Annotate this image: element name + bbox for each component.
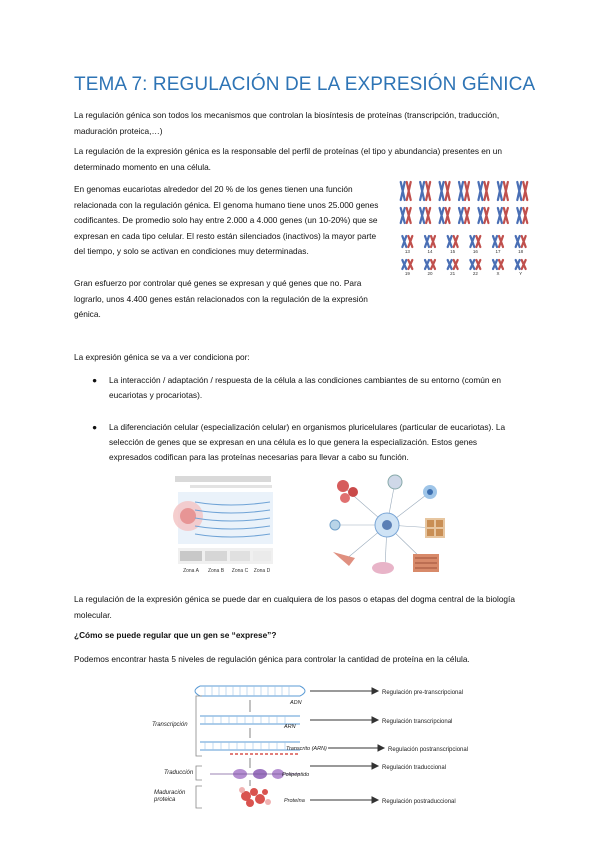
chromosome	[516, 260, 520, 269]
list-item-text: La interacción / adaptación / respuesta de la célula a las condiciones cambiantes de su entorno (común en eucariotas y procariotas).	[109, 375, 502, 400]
chromosome	[425, 260, 429, 269]
chromosome	[431, 260, 435, 269]
chromosome	[498, 182, 502, 200]
list-item	[92, 373, 512, 403]
chromosome	[478, 208, 482, 223]
chromosome	[523, 182, 527, 200]
genome-paragraph: En genomas eucariotas alrededor del 20 % de los genes tienen una función relacionada con la regulación génica. El genoma humano tiene unos 25.000 genes codificantes. De promedio solo hay entre 2.000 a 4.000 genes (un 10-20%) que se expresan en cada tipo celular. El resto están silenciados (inactivos) la mayor parte del tiempo, y solo se activan en condiciones muy determinadas.	[74, 184, 379, 256]
morphogen-gradient-figure	[170, 472, 280, 582]
chromosome	[504, 208, 508, 223]
levels-labels	[152, 690, 468, 805]
molecule-label: Transcrito (ARN)	[286, 746, 327, 752]
chromosome	[498, 208, 502, 223]
process-label: proteica	[154, 797, 176, 803]
regulation-question: ¿Cómo se puede regular que un gen se “exprese”?	[74, 630, 277, 640]
chromosome	[484, 208, 488, 223]
chromosome	[440, 208, 444, 223]
bullet-icon: ●	[92, 422, 98, 432]
chromosome	[426, 208, 430, 223]
conditions-list	[92, 373, 512, 465]
chromosome	[522, 236, 526, 247]
chromosome	[402, 260, 406, 269]
chromosome	[470, 236, 474, 247]
chromosome	[448, 260, 452, 269]
chromosome	[499, 260, 503, 269]
zone-label: Zona C	[231, 568, 249, 574]
chromosome	[517, 182, 521, 200]
chromosome	[440, 182, 444, 200]
karyotype-label: X	[496, 271, 500, 276]
molecule-label: Polipéptido	[282, 772, 310, 778]
process-label: Transcripción	[152, 722, 188, 728]
chromosome	[426, 182, 430, 200]
regulation-level-label: Regulación transcripcional	[382, 719, 453, 725]
karyotype-labels	[405, 249, 524, 276]
chromosome	[493, 236, 497, 247]
cell-differentiation-figure	[325, 470, 450, 580]
protein-profile-paragraph: La regulación de la expresión génica es la responsable del perfil de proteínas (el tipo y abundancia) presentes en un determinado momento en una célula.	[74, 146, 503, 172]
molecule-label: Proteína	[284, 798, 305, 804]
chromosome	[478, 182, 482, 200]
chromosome	[517, 208, 521, 223]
process-label: Maduración	[154, 790, 186, 796]
chromosome	[420, 208, 424, 223]
karyotype-label: 18	[518, 249, 524, 254]
karyotype-chromosomes	[401, 182, 528, 269]
chromosome	[407, 208, 411, 223]
chromosome	[448, 236, 452, 247]
chromosome	[465, 182, 469, 200]
intro-paragraph: La regulación génica son todos los mecanismos que controlan la biosíntesis de proteínas (transcripción, traducción, maduración proteica,…)	[74, 110, 500, 136]
karyotype-label: 16	[472, 249, 478, 254]
regulation-level-label: Regulación pre-transcripcional	[382, 690, 464, 696]
chromosome	[446, 208, 450, 223]
karyotype-label: 15	[450, 249, 456, 254]
karyotype-label: 14	[427, 249, 433, 254]
chromosome	[522, 260, 526, 269]
chromosome	[401, 208, 405, 223]
karyotype-label: Y	[519, 271, 523, 276]
chromosome	[408, 236, 412, 247]
molecule-label: ARN	[284, 724, 296, 730]
chromosome	[425, 236, 429, 247]
zone-labels	[183, 568, 271, 574]
regulation-level-label: Regulación traduccional	[382, 765, 447, 771]
karyotype-figure	[392, 178, 532, 288]
regulation-level-label: Regulación postraduccional	[382, 799, 456, 805]
regulation-level-label: Regulación postranscripcional	[388, 747, 469, 753]
conditions-intro: La expresión génica se va a ver condiciona por:	[74, 352, 250, 362]
chromosome	[484, 182, 488, 200]
chromosome	[446, 182, 450, 200]
chromosome	[459, 208, 463, 223]
chromosome	[407, 182, 411, 200]
list-item-text: La diferenciación celular (especialización celular) en organismos pluricelulares (particular de eucariotas). La selección de genes que se expresan en una célula es lo que genera la especialización. Estos genes expresados codifican para las proteínas necesarias para llevar a cabo su función.	[109, 422, 506, 462]
karyotype-label: 20	[427, 271, 433, 276]
page-title: TEMA 7: REGULACIÓN DE LA EXPRESIÓN GÉNICA	[74, 74, 536, 95]
karyotype-label: 21	[450, 271, 456, 276]
chromosome	[465, 208, 469, 223]
chromosome	[523, 208, 527, 223]
zone-label: Zona B	[207, 568, 225, 574]
list-item	[92, 420, 512, 465]
chromosome	[431, 236, 435, 247]
chromosome	[402, 236, 406, 247]
karyotype-label: 13	[404, 249, 410, 254]
chromosome	[459, 182, 463, 200]
zone-label: Zona A	[183, 568, 199, 574]
process-label: Traducción	[164, 770, 194, 776]
karyotype-label: 22	[472, 271, 478, 276]
bullet-icon: ●	[92, 375, 98, 385]
chromosome	[470, 260, 474, 269]
chromosome	[504, 182, 508, 200]
levels-paragraph: Podemos encontrar hasta 5 niveles de regulación génica para controlar la cantidad de proteína en la célula.	[74, 654, 470, 664]
chromosome	[454, 236, 458, 247]
chromosome	[493, 260, 497, 269]
chromosome	[516, 236, 520, 247]
karyotype-label: 19	[404, 271, 410, 276]
chromosome	[476, 260, 480, 269]
karyotype-label: 17	[495, 249, 501, 254]
chromosome	[454, 260, 458, 269]
chromosome	[408, 260, 412, 269]
chromosome	[420, 182, 424, 200]
regulation-levels-diagram	[150, 676, 469, 844]
control-effort-paragraph: Gran esfuerzo por controlar qué genes se expresan y qué genes que no. Para lograrlo, unos 4.400 genes están relacionados con la regulación de la expresión génica.	[74, 278, 368, 319]
zone-label: Zona D	[253, 568, 271, 574]
central-dogma-paragraph: La regulación de la expresión génica se puede dar en cualquiera de los pasos o etapas del dogma central de la biología molecular.	[74, 594, 515, 620]
chromosome	[476, 236, 480, 247]
chromosome	[401, 182, 405, 200]
molecule-label: ADN	[290, 700, 302, 706]
chromosome	[499, 236, 503, 247]
